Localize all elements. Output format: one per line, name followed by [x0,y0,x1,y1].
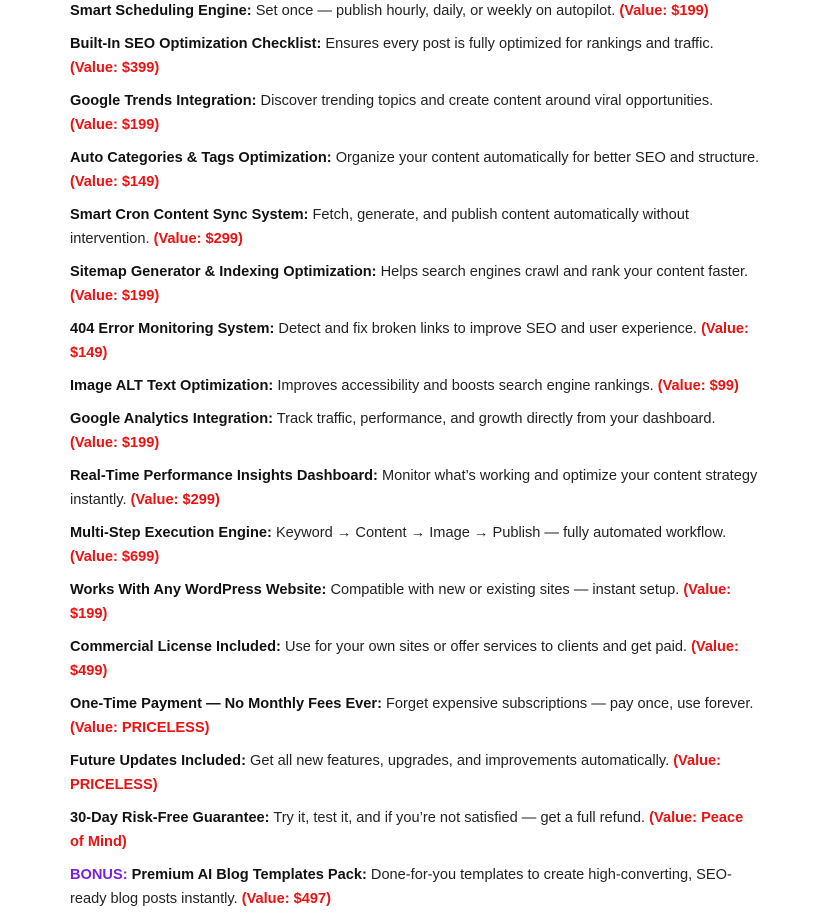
feature-value: (Value: $499) [70,639,739,679]
feature-title: Works With Any WordPress Website: [70,582,327,598]
feature-value: (Value: $299) [153,231,243,247]
feature-value: (Value: $199) [70,435,160,451]
feature-item-404-monitoring [70,317,760,365]
feature-description: Monitor what’s working and optimize your content strategy instantly. [70,468,758,508]
feature-title: 30-Day Risk-Free Guarantee: [70,810,270,826]
feature-description: Keyword → Content → Image → Publish — fully automated workflow. [275,525,727,541]
feature-value: (Value: $399) [70,60,160,76]
feature-item-guarantee [70,806,760,854]
feature-title: Auto Categories & Tags Optimization: [70,150,332,166]
feature-item-sitemap [70,260,760,308]
feature-title: Real-Time Performance Insights Dashboard: [70,468,378,484]
feature-value: (Value: $699) [70,549,160,565]
feature-value: (Value: PRICELESS) [70,753,722,793]
feature-item-image-alt [70,374,760,398]
feature-value: (Value: $149) [70,174,160,190]
feature-value: (Value: $199) [70,582,732,622]
feature-title: 404 Error Monitoring System: [70,321,275,337]
feature-value: (Value: $299) [130,492,220,508]
feature-description: Compatible with new or existing sites — instant setup. [330,582,680,598]
feature-description: Track traffic, performance, and growth directly from your dashboard. [276,411,716,427]
feature-item-cron-sync [70,203,760,251]
feature-description: Forget expensive subscriptions — pay once, use forever. [386,696,754,712]
feature-item-bonus [70,863,760,911]
feature-item-execution-engine [70,521,760,569]
feature-title: Smart Scheduling Engine: [70,3,252,19]
feature-description: Use for your own sites or offer services to clients and get paid. [284,639,687,655]
feature-value: (Value: $199) [70,288,160,304]
feature-title: Image ALT Text Optimization: [70,378,274,394]
feature-description: Try it, test it, and if you’re not satisfied — get a full refund. [273,810,646,826]
feature-title: Commercial License Included: [70,639,281,655]
feature-item-wordpress [70,578,760,626]
feature-item-auto-categories [70,146,760,194]
feature-item-google-analytics [70,407,760,455]
feature-title: Premium AI Blog Templates Pack: [131,867,367,883]
feature-value: (Value: Peace of Mind) [70,810,744,850]
feature-description: Helps search engines crawl and rank your content faster. [380,264,749,280]
feature-title: Multi-Step Execution Engine: [70,525,272,541]
feature-description: Done-for-you templates to create high-converting, SEO-ready blog posts instantly. [70,867,732,907]
feature-description: Ensures every post is fully optimized for rankings and traffic. [325,36,714,52]
feature-title: Future Updates Included: [70,753,246,769]
feature-title: One-Time Payment — No Monthly Fees Ever: [70,696,382,712]
feature-description: Detect and fix broken links to improve SEO and user experience. [278,321,697,337]
feature-description: Organize your content automatically for better SEO and structure. [335,150,760,166]
feature-title: Google Trends Integration: [70,93,257,109]
feature-item-one-time-payment [70,692,760,740]
feature-value: (Value: $199) [70,117,160,133]
feature-item-seo-checklist [70,32,760,80]
feature-description: Fetch, generate, and publish content automatically without intervention. [70,207,689,247]
feature-value: (Value: $199) [619,3,709,19]
feature-title: Smart Cron Content Sync System: [70,207,309,223]
feature-description: Set once — publish hourly, daily, or weekly on autopilot. [255,3,616,19]
feature-value: (Value: PRICELESS) [70,720,210,736]
feature-list [70,0,760,920]
feature-title: Built-In SEO Optimization Checklist: [70,36,322,52]
feature-item-future-updates [70,749,760,797]
feature-value: (Value: $149) [70,321,749,361]
feature-title: Sitemap Generator & Indexing Optimization: [70,264,377,280]
feature-description: Improves accessibility and boosts search engine rankings. [277,378,654,394]
feature-description: Discover trending topics and create content around viral opportunities. [260,93,714,109]
feature-value: (Value: $99) [657,378,739,394]
feature-value: (Value: $497) [241,891,331,907]
feature-item-insights-dashboard [70,464,760,512]
feature-item-commercial-license [70,635,760,683]
feature-description: Get all new features, upgrades, and improvements automatically. [250,753,670,769]
feature-title: Google Analytics Integration: [70,411,273,427]
feature-item-smart-scheduling [70,0,760,23]
bonus-label: BONUS: [70,867,128,883]
feature-item-google-trends [70,89,760,137]
